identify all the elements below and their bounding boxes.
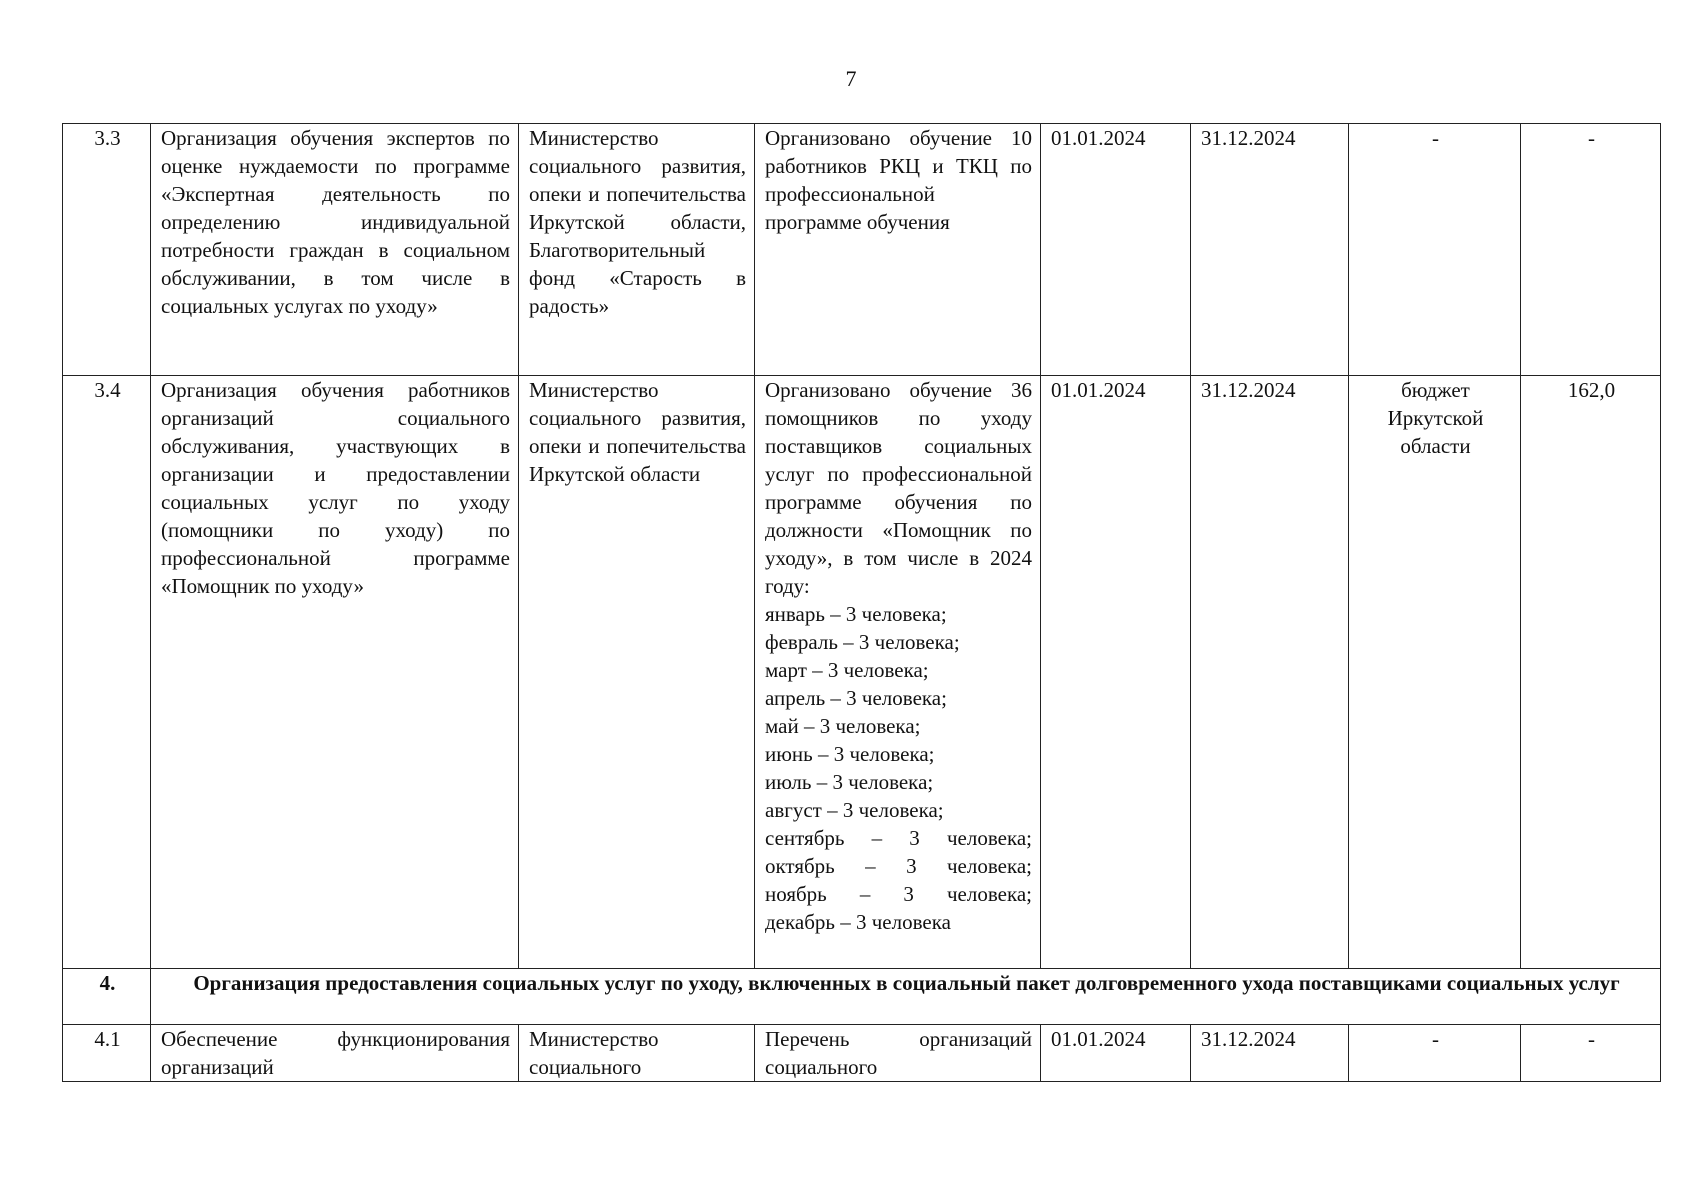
- event-text: Организация обучения экспертов по оценке нуждаемости по программе «Экспертная деятельность по определению индивидуальной потребности граждан в социальном обслуживании, в том числе в социальных услугах по уходу»: [161, 126, 510, 318]
- end-date: 31.12.2024: [1191, 124, 1349, 376]
- row-number: 4.1: [63, 1025, 151, 1082]
- result-cell: [755, 1025, 1041, 1082]
- event-cell: [151, 124, 519, 376]
- result-cell: [755, 124, 1041, 376]
- page-number: 7: [845, 66, 857, 91]
- start-date: 01.01.2024: [1041, 376, 1191, 969]
- list-item: июнь – 3 человека;: [765, 742, 935, 766]
- responsible-text: Министерство социального развития, опеки и попечительства Иркутской области, Благотворительный фонд «Старость в радость»: [529, 126, 746, 318]
- responsible-cell: [519, 124, 755, 376]
- responsible-cell: [519, 1025, 755, 1082]
- section-title: Организация предоставления социальных услуг по уходу, включенных в социальный пакет долговременного ухода поставщиками социальных услуг: [151, 969, 1661, 1025]
- table-row: [63, 124, 1661, 376]
- result-text: Организовано обучение 36 помощников по уходу поставщиков социальных услуг по профессиональной программе обучения по должности «Помощник по уходу», в том числе в 2024 году:: [765, 378, 1032, 598]
- list-item: декабрь – 3 человека: [765, 910, 951, 934]
- funding-amount: -: [1521, 124, 1661, 376]
- list-item: ноябрь – 3 человека;: [765, 882, 1032, 906]
- event-cell: [151, 1025, 519, 1082]
- funding-source: -: [1349, 1025, 1521, 1082]
- table-row: [63, 376, 1661, 969]
- list-item: январь – 3 человека;: [765, 602, 947, 626]
- end-date: 31.12.2024: [1191, 376, 1349, 969]
- list-item: октябрь – 3 человека;: [765, 854, 1032, 878]
- list-item: март – 3 человека;: [765, 658, 929, 682]
- responsible-cell: [519, 376, 755, 969]
- monthly-breakdown-list: [765, 600, 1032, 936]
- section-header-row: [63, 969, 1661, 1025]
- event-cell: [151, 376, 519, 969]
- list-item: февраль – 3 человека;: [765, 630, 960, 654]
- end-date: 31.12.2024: [1191, 1025, 1349, 1082]
- row-number: 3.4: [63, 376, 151, 969]
- list-item: апрель – 3 человека;: [765, 686, 947, 710]
- result-cell: [755, 376, 1041, 969]
- funding-source: бюджет Иркутской области: [1349, 376, 1521, 969]
- result-text: Организовано обучение 10 работников РКЦ и ТКЦ по профессиональной программе обучения: [765, 126, 1032, 234]
- activity-plan-table: [62, 123, 1661, 1082]
- section-number: 4.: [63, 969, 151, 1025]
- event-text: Организация обучения работников организаций социального обслуживания, участвующих в организации и предоставлении социальных услуг по уходу (помощники по уходу) по профессиональной программе «Помощник по уходу»: [161, 378, 510, 598]
- result-text: Перечень организаций социального: [765, 1027, 1032, 1079]
- table-row: [63, 1025, 1661, 1082]
- list-item: сентябрь – 3 человека;: [765, 826, 1032, 850]
- start-date: 01.01.2024: [1041, 1025, 1191, 1082]
- responsible-text: Министерство социального: [529, 1027, 659, 1079]
- funding-amount: -: [1521, 1025, 1661, 1082]
- row-number: 3.3: [63, 124, 151, 376]
- start-date: 01.01.2024: [1041, 124, 1191, 376]
- event-text: Обеспечение функционирования организаций: [161, 1027, 510, 1079]
- list-item: август – 3 человека;: [765, 798, 944, 822]
- funding-amount: 162,0: [1521, 376, 1661, 969]
- funding-source: -: [1349, 124, 1521, 376]
- list-item: июль – 3 человека;: [765, 770, 934, 794]
- list-item: май – 3 человека;: [765, 714, 921, 738]
- responsible-text: Министерство социального развития, опеки и попечительства Иркутской области: [529, 378, 746, 486]
